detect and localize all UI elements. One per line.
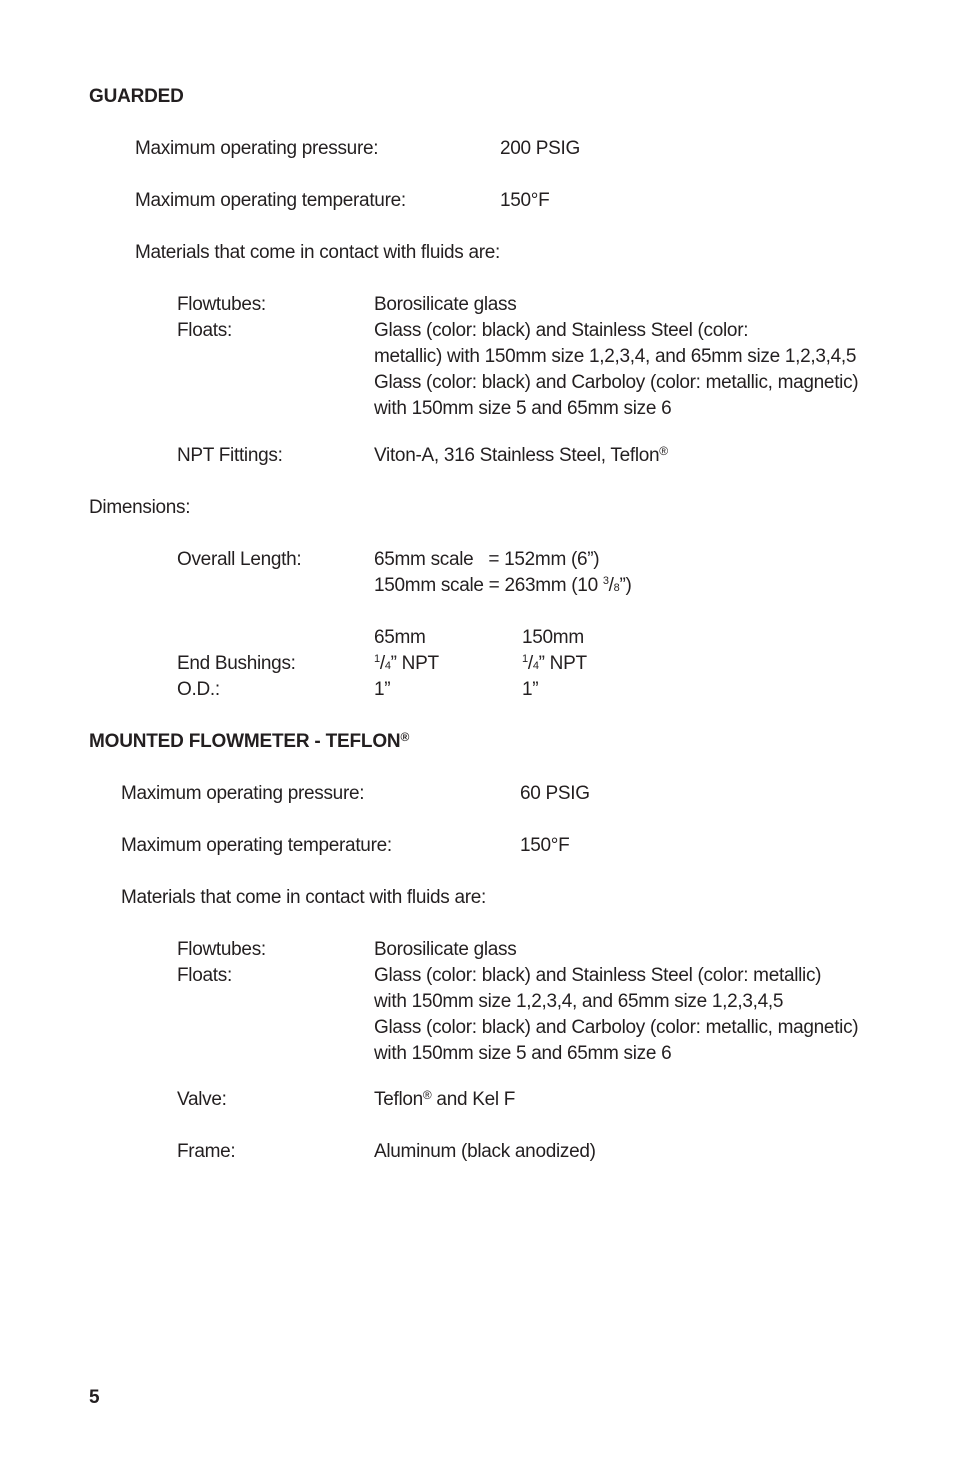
mounted-frame-value: Aluminum (black anodized) bbox=[374, 1141, 596, 1162]
mounted-valve-value bbox=[374, 1087, 515, 1113]
mounted-flowtubes-label: Flowtubes: bbox=[177, 939, 266, 960]
mounted-floats-line: with 150mm size 1,2,3,4, and 65mm size 1,2,3,4,5 bbox=[374, 991, 784, 1012]
end-bushings-150: $^1$/4” NPT bbox=[522, 653, 587, 674]
guarded-floats-line: with 150mm size 5 and 65mm size 6 bbox=[374, 398, 672, 419]
guarded-temperature-value: 150°F bbox=[500, 190, 550, 211]
fraction-numerator: 3 bbox=[602, 575, 609, 587]
guarded-temperature-label: Maximum operating temperature: bbox=[135, 190, 406, 211]
registered-mark: ® bbox=[422, 1088, 432, 1102]
fraction-numerator: 1 bbox=[374, 653, 380, 665]
overall-length-line-65: 65mm scale = 152mm (6”) bbox=[374, 549, 600, 570]
mounted-floats-label: Floats: bbox=[177, 965, 232, 986]
end-bushings-label: End Bushings: bbox=[177, 653, 296, 674]
overall-length-label: Overall Length: bbox=[177, 549, 302, 570]
valve-kel-text: and Kel F bbox=[431, 1089, 516, 1110]
mounted-valve-label: Valve: bbox=[177, 1089, 227, 1110]
guarded-flowtubes-label: Flowtubes: bbox=[177, 294, 266, 315]
column-header-65mm: 65mm bbox=[374, 627, 426, 648]
end-bushings-65: $^1$/4” NPT bbox=[374, 653, 439, 674]
mounted-floats-value bbox=[374, 963, 858, 1067]
bushing-suffix: ” NPT bbox=[538, 653, 587, 674]
section-heading-mounted bbox=[89, 729, 409, 755]
registered-mark: ® bbox=[400, 730, 410, 744]
mounted-materials-intro: Materials that come in contact with fluids are: bbox=[121, 887, 487, 908]
column-header-150mm: 150mm bbox=[522, 627, 584, 648]
mounted-pressure-label: Maximum operating pressure: bbox=[121, 783, 365, 804]
fraction-denominator: 4 bbox=[532, 660, 539, 672]
guarded-npt-value bbox=[374, 443, 668, 469]
guarded-floats-line: Glass (color: black) and Carboloy (color: metallic, magnetic) bbox=[374, 372, 859, 393]
mounted-pressure-value: 60 PSIG bbox=[520, 783, 590, 804]
od-label: O.D.: bbox=[177, 679, 220, 700]
guarded-floats-line: Glass (color: black) and Stainless Steel (color: bbox=[374, 320, 749, 341]
guarded-npt-label: NPT Fittings: bbox=[177, 445, 283, 466]
mounted-floats-line: with 150mm size 5 and 65mm size 6 bbox=[374, 1043, 672, 1064]
registered-mark: ® bbox=[659, 444, 668, 458]
dimensions-label: Dimensions: bbox=[89, 497, 191, 518]
od-150: 1” bbox=[522, 679, 539, 700]
guarded-flowtubes-value: Borosilicate glass bbox=[374, 294, 517, 315]
section-heading-guarded: GUARDED bbox=[89, 86, 184, 107]
valve-teflon-text: Teflon bbox=[374, 1089, 423, 1110]
fraction-denominator: 8 bbox=[613, 582, 620, 594]
guarded-floats-label: Floats: bbox=[177, 320, 232, 341]
guarded-materials-intro: Materials that come in contact with fluids are: bbox=[135, 242, 501, 263]
page-number: 5 bbox=[89, 1387, 100, 1408]
od-65: 1” bbox=[374, 679, 391, 700]
guarded-pressure-value: 200 PSIG bbox=[500, 138, 580, 159]
overall-length-suffix: ”) bbox=[619, 575, 632, 596]
mounted-heading-text: MOUNTED FLOWMETER - TEFLON bbox=[89, 731, 401, 752]
mounted-floats-line: Glass (color: black) and Stainless Steel (color: metallic) bbox=[374, 965, 822, 986]
fraction-numerator: 1 bbox=[522, 653, 528, 665]
overall-length-prefix: 150mm scale = 263mm (10 bbox=[374, 575, 603, 596]
fraction-denominator: 4 bbox=[384, 660, 391, 672]
guarded-npt-text: Viton-A, 316 Stainless Steel, Teflon bbox=[374, 445, 660, 466]
mounted-floats-line: Glass (color: black) and Carboloy (color: metallic, magnetic) bbox=[374, 1017, 859, 1038]
mounted-temperature-value: 150°F bbox=[520, 835, 570, 856]
guarded-pressure-label: Maximum operating pressure: bbox=[135, 138, 379, 159]
mounted-frame-label: Frame: bbox=[177, 1141, 236, 1162]
bushing-suffix: ” NPT bbox=[390, 653, 439, 674]
mounted-flowtubes-value: Borosilicate glass bbox=[374, 939, 517, 960]
guarded-floats-value bbox=[374, 318, 858, 422]
mounted-temperature-label: Maximum operating temperature: bbox=[121, 835, 392, 856]
overall-length-line-150: 150mm scale = 263mm (10 $^3$/8”) bbox=[374, 575, 632, 596]
guarded-floats-line: metallic) with 150mm size 1,2,3,4, and 65mm size 1,2,3,4,5 bbox=[374, 346, 857, 367]
